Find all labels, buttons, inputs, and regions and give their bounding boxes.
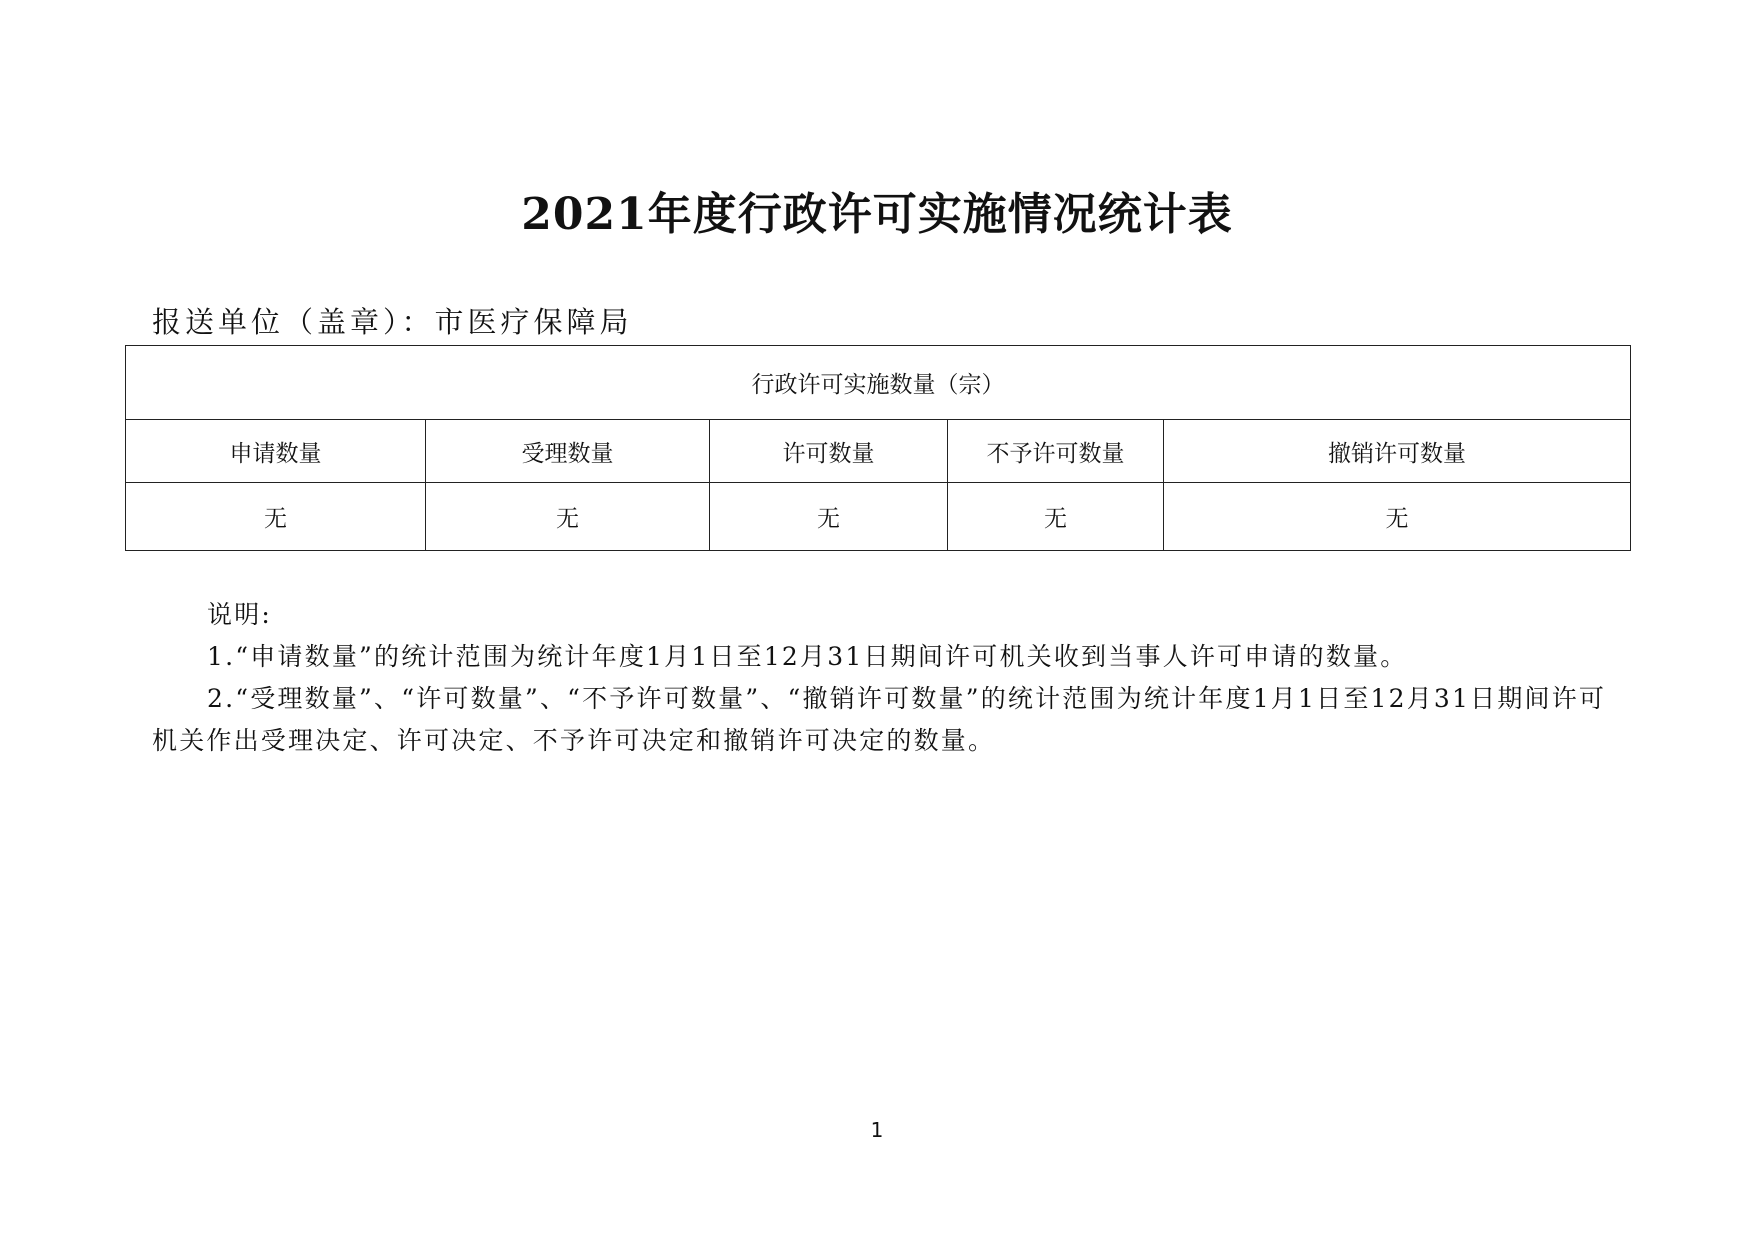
- note-item-1: 1.“申请数量”的统计范围为统计年度1月1日至12月31日期间许可机关收到当事人许可申请的数量。: [207, 642, 1408, 671]
- table-header-row: [126, 420, 1631, 483]
- cell-denied: 无: [948, 483, 1164, 551]
- table-row: [126, 483, 1631, 551]
- note-item-2: 2.“受理数量”、“许可数量”、“不予许可数量”、“撤销许可数量”的统计范围为统计年度1月1日至12月31日期间许可机关作出受理决定、许可决定、不予许可决定和撤销许可决定的数量。: [152, 684, 1607, 755]
- cell-accepted: 无: [426, 483, 710, 551]
- cell-revoked: 无: [1164, 483, 1631, 551]
- document-title: 2021年度行政许可实施情况统计表: [521, 189, 1233, 240]
- table-group-header: 行政许可实施数量（宗）: [126, 346, 1631, 420]
- cell-applications: 无: [126, 483, 426, 551]
- notes-section: [152, 594, 1612, 762]
- statistics-table: [125, 345, 1631, 551]
- notes-heading: 说明:: [207, 600, 273, 629]
- column-header-revoked: 撤销许可数量: [1164, 420, 1631, 483]
- table-group-header-row: [126, 346, 1631, 420]
- cell-granted: 无: [710, 483, 948, 551]
- column-header-applications: 申请数量: [126, 420, 426, 483]
- reporting-unit-label: 报送单位（盖章）：: [152, 305, 435, 339]
- column-header-denied: 不予许可数量: [948, 420, 1164, 483]
- reporting-unit: [152, 300, 633, 344]
- column-header-granted: 许可数量: [710, 420, 948, 483]
- column-header-accepted: 受理数量: [426, 420, 710, 483]
- reporting-unit-name: 市医疗保障局: [434, 305, 633, 339]
- page-number: 1: [870, 1118, 884, 1142]
